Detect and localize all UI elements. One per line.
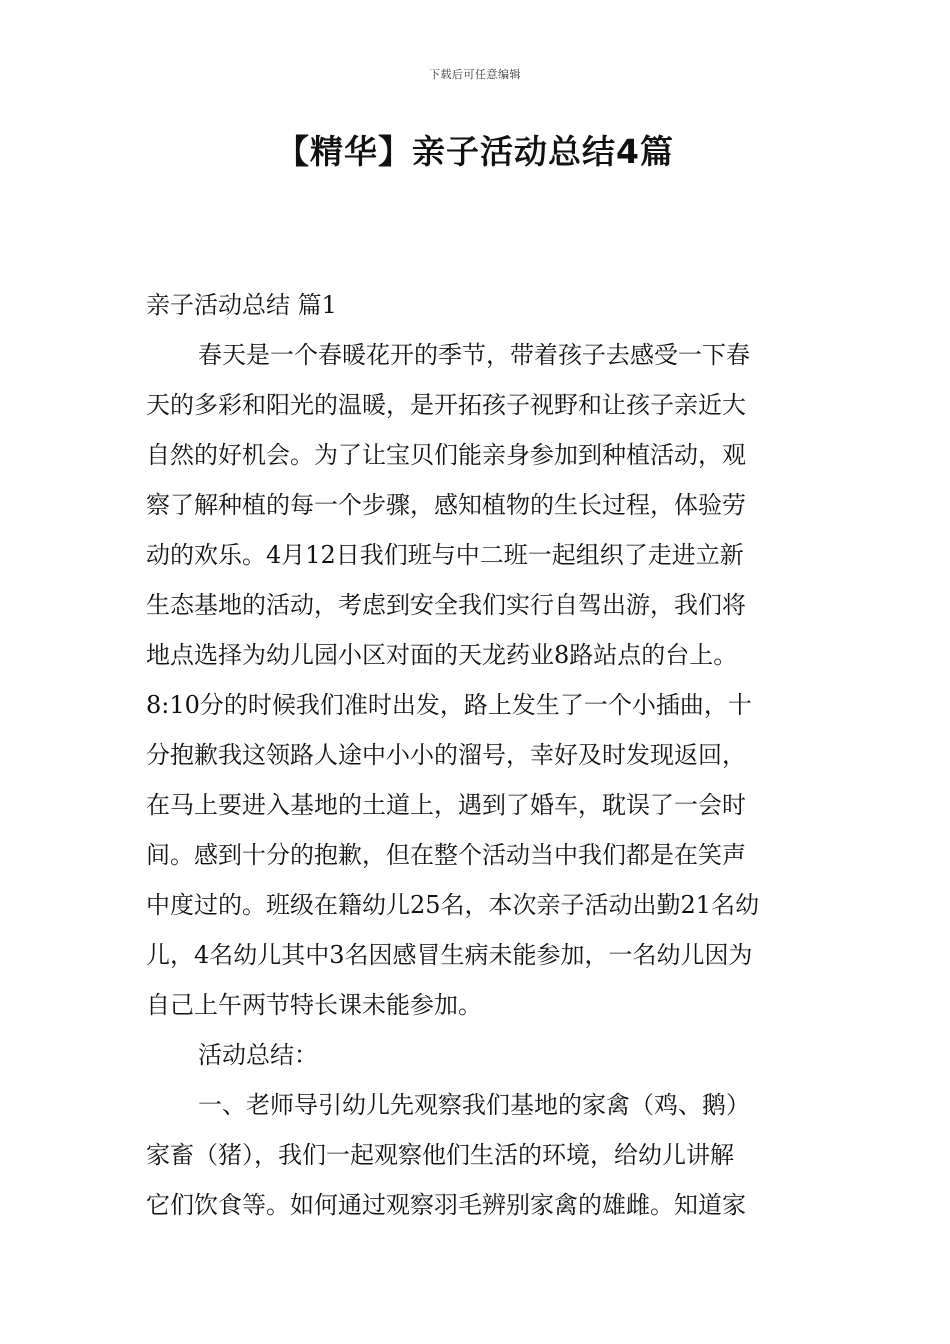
paragraph-1-line-4: 察了解种植的每一个步骤，感知植物的生长过程，体验劳	[146, 491, 746, 519]
paragraph-2-line-1: 一、老师导引幼儿先观察我们基地的家禽（鸡、鹅）	[198, 1091, 750, 1119]
paragraph-1-line-11: 间。感到十分的抱歉，但在整个活动当中我们都是在笑声	[146, 841, 746, 869]
paragraph-1-line-13: 儿，4名幼儿其中3名因感冒生病未能参加，一名幼儿因为	[146, 941, 753, 969]
paragraph-2-line-3: 它们饮食等。如何通过观察羽毛辨别家禽的雄雌。知道家	[146, 1191, 746, 1219]
summary-label: 活动总结：	[198, 1041, 318, 1069]
paragraph-1-line-12: 中度过的。班级在籍幼儿25名，本次亲子活动出勤21名幼	[146, 891, 760, 919]
paragraph-1-line-9: 分抱歉我这领路人途中小小的溜号，幸好及时发现返回，	[146, 741, 746, 769]
paragraph-1-line-10: 在马上要进入基地的土道上，遇到了婚车，耽误了一会时	[146, 791, 746, 819]
paragraph-1-line-1: 春天是一个春暖花开的季节，带着孩子去感受一下春	[198, 341, 750, 369]
document-title: 【精华】亲子活动总结4篇	[276, 132, 674, 171]
paragraph-1-line-6: 生态基地的活动，考虑到安全我们实行自驾出游，我们将	[146, 591, 746, 619]
paragraph-2-line-2: 家畜（猪），我们一起观察他们生活的环境，给幼儿讲解	[146, 1141, 734, 1169]
document-body	[146, 280, 816, 1230]
paragraph-1-line-14: 自己上午两节特长课未能参加。	[146, 991, 482, 1019]
paragraph-1-line-3: 自然的好机会。为了让宝贝们能亲身参加到种植活动，观	[146, 441, 746, 469]
paragraph-1-line-8: 8:10分的时候我们准时出发，路上发生了一个小插曲，十	[146, 691, 752, 719]
paragraph-1-line-7: 地点选择为幼儿园小区对面的天龙药业8路站点的台上。	[146, 641, 738, 669]
paragraph-1-line-2: 天的多彩和阳光的温暖，是开拓孩子视野和让孩子亲近大	[146, 391, 746, 419]
paragraph-1-line-5: 动的欢乐。4月12日我们班与中二班一起组织了走进立新	[146, 541, 744, 569]
header-note: 下载后可任意编辑	[429, 68, 521, 81]
section-heading: 亲子活动总结 篇1	[146, 291, 337, 319]
